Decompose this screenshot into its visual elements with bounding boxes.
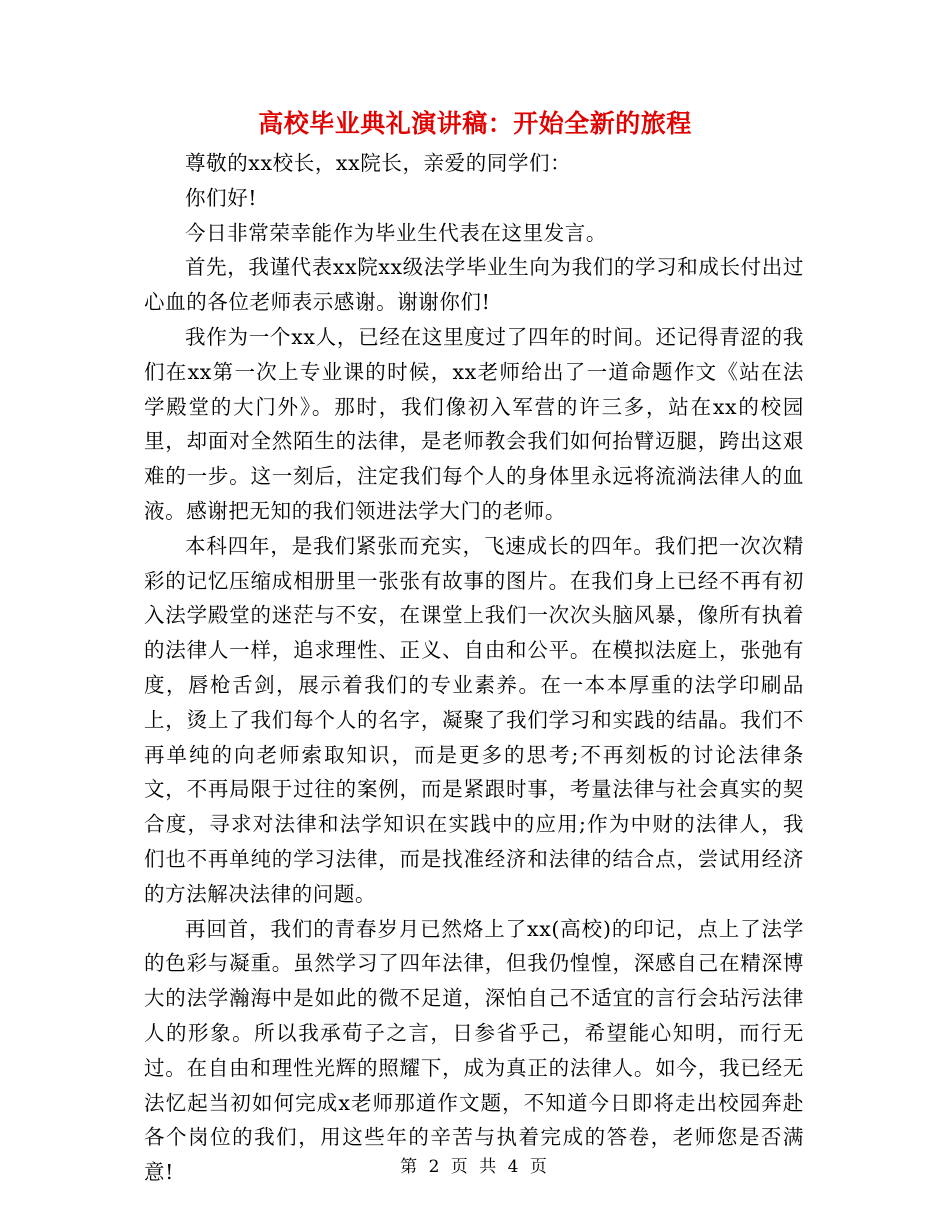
paragraph-greeting: 你们好!	[185, 185, 258, 210]
page-number-footer: 第 2 页 共 4 页	[400, 1157, 550, 1177]
paragraph-four-years: 本科四年，是我们紧张而充实，飞速成长的四年。我们把一次次精彩的记忆压缩成相册里一张张有故事的图片。在我们身上已经不再有初入法学殿堂的迷茫与不安，在课堂上我们一次次头脑风暴，像所有执着的法律人一样，追求理性、正义、自由和公平。在模拟法庭上，张弛有度，唇枪舌剑，展示着我们的专业素养。在一本本厚重的法学印刷品上，烫上了我们每个人的名字，凝聚了我们学习和实践的结晶。我们不再单纯的向老师索取知识，而是更多的思考;不再刻板的讨论法律条文，不再局限于过往的案例，而是紧跟时事，考量法律与社会真实的契合度，寻求对法律和法学知识在实践中的应用;作为中财的法律人，我们也不再单纯的学习法律，而是找准经济和法律的结合点，尝试用经济的方法解决法律的问题。	[144, 533, 804, 906]
paragraph-salutation: 尊敬的xx校长，xx院长，亲爱的同学们：	[185, 151, 572, 175]
document-title: 高校毕业典礼演讲稿：开始全新的旅程	[258, 109, 692, 138]
paragraph-looking-back: 再回首，我们的青春岁月已然烙上了xx(高校)的印记，点上了法学的色彩与凝重。虽然学习了四年法律，但我仍惶惶，深感自己在精深博大的法学瀚海中是如此的微不足道，深怕自己不适宜的言行会玷污法律人的形象。所以我承荀子之言，日参省乎己，希望能心知明，而行无过。在自由和理性光辉的照耀下，成为真正的法律人。如今，我已经无法忆起当初如何完成x老师那道作文题，不知道今日即将走出校园奔赴各个岗位的我们，用这些年的辛苦与执着完成的答卷，老师您是否满意!	[144, 916, 804, 1185]
document-body	[144, 146, 804, 1190]
paragraph-thanks: 首先，我谨代表xx院xx级法学毕业生向为我们的学习和成长付出过心血的各位老师表示感谢。谢谢你们!	[144, 255, 804, 315]
paragraph-opening: 今日非常荣幸能作为毕业生代表在这里发言。	[185, 220, 607, 245]
paragraph-memory: 我作为一个xx人，已经在这里度过了四年的时间。还记得青涩的我们在xx第一次上专业课的时候，xx老师给出了一道命题作文《站在法学殿堂的大门外》。那时，我们像初入军营的许三多，站在xx的校园里，却面对全然陌生的法律，是老师教会我们如何抬臂迈腿，跨出这艰难的一步。这一刻后，注定我们每个人的身体里永远将流淌法律人的血液。感谢把无知的我们领进法学大门的老师。	[144, 324, 804, 523]
